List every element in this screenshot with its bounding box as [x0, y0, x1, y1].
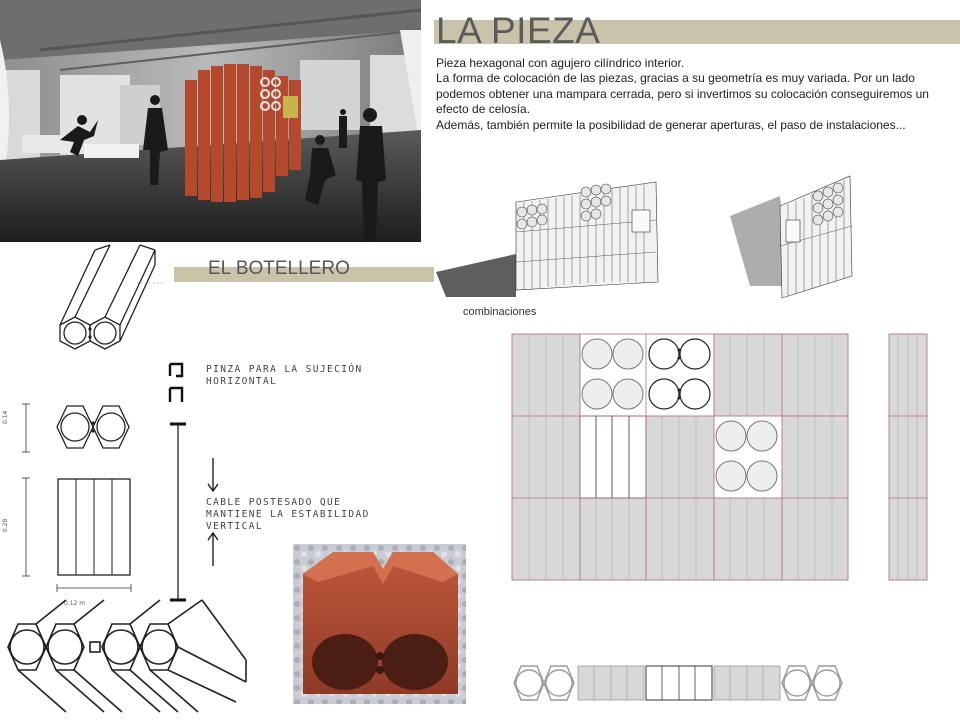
clip-label-line-2: HORIZONTAL	[206, 376, 278, 387]
dimension-bottom-label: 0.12 m	[64, 600, 86, 607]
cable-label	[206, 497, 370, 533]
cable-label-line-3: VERTICAL	[206, 521, 263, 532]
description-line-1: Pieza hexagonal con agujero cilíndrico interior.	[436, 56, 685, 70]
dimension-lines	[20, 400, 150, 612]
page-title: LA PIEZA	[436, 10, 601, 51]
gallery-photo	[0, 0, 421, 242]
assembled-pieces-drawing	[6, 592, 246, 718]
clip-label	[206, 364, 363, 388]
panel-gray-strips	[512, 334, 927, 580]
dimension-top-label: 0.14	[2, 410, 9, 424]
section-subtitle: EL BOTELLERO	[208, 258, 350, 279]
description-line-2: La forma de colocación de las piezas, gracias a su geometría es muy variada. Por un lado podemos obtener una mampara cerrada, pero si invertimos su colocación conseguiremos un efecto de celosía.	[436, 71, 929, 117]
terracotta-piece-photo	[293, 544, 466, 704]
combination-render-1	[436, 172, 666, 297]
combination-elevation-panel	[512, 334, 928, 582]
combination-plan-strip	[512, 662, 850, 704]
clip-icon	[168, 360, 188, 406]
combinations-caption: combinaciones	[463, 306, 537, 318]
combination-render-2	[730, 176, 860, 300]
cable-label-line-1: CABLE POSTESADO QUE	[206, 497, 342, 508]
description-text	[436, 56, 930, 133]
clip-label-line-1: PINZA PARA LA SUJECIÓN	[206, 364, 363, 375]
cable-label-line-2: MANTIENE LA ESTABILIDAD	[206, 509, 370, 520]
description-line-3: Además, también permite la posibilidad de generar aperturas, el paso de instalaciones...	[436, 117, 906, 132]
dimension-middle-label: 0.28	[2, 518, 9, 532]
piece-isometric-drawing	[55, 245, 175, 365]
